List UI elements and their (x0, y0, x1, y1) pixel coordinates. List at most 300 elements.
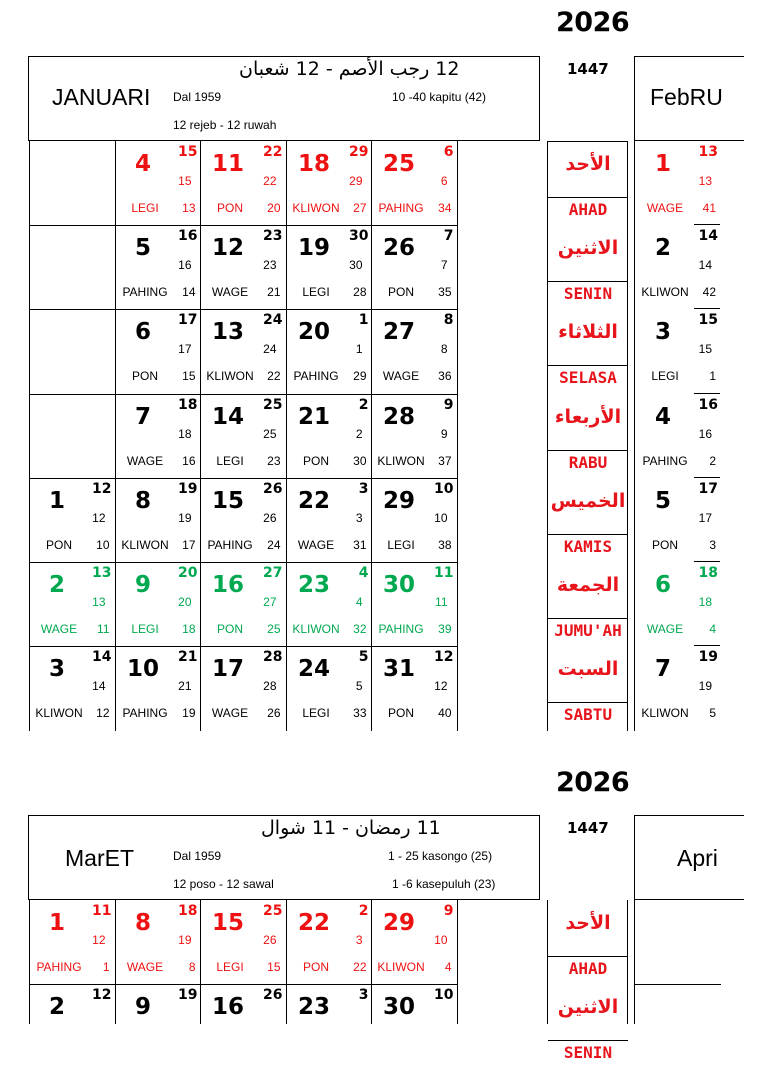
hijri-date-small: 24 (263, 342, 277, 357)
gregorian-date: 5 (134, 235, 151, 262)
hijri-date: 23 (263, 228, 283, 245)
hijri-date: 18 (178, 396, 198, 413)
javanese-day-number: 23 (267, 453, 281, 468)
hijri-date-small: 23 (263, 258, 277, 273)
hijri-date-small: 18 (698, 595, 712, 609)
pasaran-name: PAHING (642, 453, 688, 468)
hijri-date-small: 15 (178, 174, 192, 188)
grid-hline (548, 1040, 628, 1041)
gregorian-date: 8 (134, 487, 151, 514)
day-cell (200, 141, 286, 225)
hijri-date-small: 21 (178, 679, 192, 694)
day-cell (635, 562, 721, 646)
pasaran-name: KLIWON (377, 960, 425, 974)
grid-hline (29, 478, 457, 479)
javanese-day-number: 30 (353, 453, 367, 468)
day-cell (371, 309, 457, 393)
month-name: MarET (65, 845, 134, 871)
grid-vline (286, 141, 287, 731)
grid-vline (200, 141, 201, 731)
hijri-date-small: 6 (440, 174, 448, 188)
gregorian-date: 25 (382, 151, 415, 177)
weekday-latin: AHAD (568, 959, 608, 978)
day-cell (115, 900, 201, 984)
gregorian-date: 2 (654, 235, 671, 262)
grid-vline (286, 900, 287, 1024)
grid-vline (371, 141, 372, 731)
hijri-date-small: 10 (434, 933, 448, 947)
day-cell (286, 646, 372, 730)
gregorian-date: 28 (382, 403, 415, 430)
gregorian-date: 22 (297, 487, 330, 514)
grid-vline (634, 141, 635, 731)
hijri-date-small: 9 (440, 426, 448, 441)
month-header-march (28, 815, 540, 900)
grid-hline (694, 561, 720, 562)
month-name: JANUARI (52, 84, 151, 110)
hijri-date: 9 (443, 396, 454, 413)
grid-vline (547, 141, 548, 731)
gregorian-date: 4 (134, 151, 151, 177)
arabic-month-range: 12 رجب الأصم - 12 شعبان (239, 58, 460, 80)
month-header-january (28, 56, 540, 141)
javanese-day-number: 2 (709, 453, 716, 468)
day-cell (200, 394, 286, 478)
side-month-name: Apri (677, 845, 718, 871)
javanese-day-number: 4 (709, 622, 716, 636)
hijri-date: 6 (443, 144, 454, 160)
side-month-header-apr (634, 815, 744, 900)
grid-vline (371, 900, 372, 1024)
weekday-arabic: الاثنين (557, 237, 619, 260)
grid-hline (548, 197, 628, 198)
weekday-arabic: الأحد (565, 912, 611, 934)
hijri-date-small: 18 (178, 426, 192, 441)
javanese-day-number: 33 (353, 706, 367, 721)
pasaran-name: PAHING (293, 369, 339, 384)
day-cell (29, 562, 115, 646)
day-cell (115, 394, 201, 478)
javanese-day-number: 11 (97, 622, 110, 636)
hijri-date-small: 28 (263, 679, 277, 694)
grid-hline (694, 393, 720, 394)
gregorian-date: 13 (211, 319, 244, 346)
grid-hline (29, 394, 457, 395)
hijri-date-small: 3 (355, 510, 363, 525)
day-cell (200, 478, 286, 562)
day-cell (286, 562, 372, 646)
gregorian-date: 21 (297, 403, 330, 430)
day-cell (635, 394, 721, 478)
side-month-header-feb (634, 56, 744, 141)
hijri-date-small: 14 (698, 258, 712, 273)
pasaran-name: PAHING (122, 285, 168, 300)
day-cell (200, 309, 286, 393)
gregorian-date: 4 (654, 403, 671, 430)
wuku-range-1: 1 - 25 kasongo (25) (388, 849, 493, 863)
javanese-day-number: 40 (438, 706, 452, 721)
day-cell (635, 141, 721, 225)
hijri-date-small: 12 (434, 679, 448, 694)
hijri-year-2: 1447 (567, 819, 609, 837)
hijri-date: 17 (178, 312, 198, 329)
day-cell (286, 984, 372, 1068)
javanese-day-number: 16 (182, 453, 196, 468)
pasaran-name: PON (131, 369, 158, 384)
hijri-date: 12 (434, 649, 454, 666)
hijri-date: 12 (92, 987, 112, 1004)
javanese-day-number: 24 (267, 537, 281, 552)
hijri-date-small: 26 (263, 933, 277, 947)
weekday-latin: SENIN (563, 1043, 613, 1063)
gregorian-date: 7 (654, 656, 671, 683)
javanese-day-number: 19 (182, 706, 196, 721)
pasaran-name: LEGI (216, 960, 244, 974)
hijri-date: 2 (358, 396, 369, 413)
pasaran-name: WAGE (646, 201, 684, 215)
grid-hline (548, 450, 628, 451)
hijri-date: 11 (434, 565, 454, 581)
grid-hline (548, 281, 628, 282)
pasaran-name: KLIWON (292, 201, 340, 215)
hijri-date-small: 30 (349, 258, 363, 273)
pasaran-name: WAGE (126, 453, 164, 468)
gregorian-date: 23 (297, 994, 330, 1021)
hijri-date: 5 (358, 649, 369, 666)
weekday-arabic: الثلاثاء (558, 321, 618, 344)
weekday-arabic: السبت (557, 658, 619, 681)
hijri-date-small: 12 (92, 510, 106, 525)
weekday-arabic: الخميس (550, 489, 626, 512)
pasaran-name: PON (387, 285, 414, 300)
hijri-date-small: 13 (698, 174, 712, 188)
grid-hline (29, 984, 457, 985)
hijri-date: 26 (263, 987, 283, 1004)
gregorian-date: 15 (211, 487, 244, 514)
hijri-date: 19 (698, 649, 718, 666)
pasaran-name: PON (216, 622, 243, 636)
javanese-day-number: 15 (182, 369, 196, 384)
javanese-day-number: 3 (709, 537, 716, 552)
gregorian-date: 31 (382, 656, 415, 683)
gregorian-date: 12 (211, 235, 244, 262)
day-cell (286, 309, 372, 393)
weekday-latin: KAMIS (563, 536, 613, 556)
grid-hline (694, 224, 720, 225)
gregorian-date: 27 (382, 319, 415, 346)
javanese-day-number: 1 (709, 369, 716, 384)
gregorian-date: 16 (211, 572, 244, 598)
javanese-day-number: 10 (96, 537, 110, 552)
hijri-date: 17 (698, 480, 718, 497)
hijri-date: 30 (349, 228, 369, 245)
gregorian-date: 24 (297, 656, 330, 683)
hijri-date-small: 17 (698, 510, 712, 525)
hijri-date-small: 8 (440, 342, 448, 357)
hijri-date: 15 (178, 144, 198, 160)
gregorian-date: 11 (211, 151, 244, 177)
pasaran-name: PON (651, 537, 678, 552)
javanese-day-number: 25 (267, 622, 281, 636)
gregorian-date: 30 (382, 572, 415, 598)
pasaran-name: KLIWON (121, 537, 169, 552)
year-title-1: 2026 (556, 7, 630, 38)
hijri-date: 19 (178, 987, 198, 1004)
grid-vline (627, 141, 628, 731)
grid-hline (29, 562, 457, 563)
day-cell (115, 562, 201, 646)
gregorian-date: 16 (211, 994, 244, 1021)
pasaran-name: WAGE (211, 285, 249, 300)
dal-year: Dal 1959 (173, 90, 222, 104)
hijri-date: 24 (263, 312, 283, 329)
grid-hline (29, 309, 457, 310)
hijri-date-small: 2 (355, 426, 363, 441)
javanese-day-number: 18 (182, 622, 196, 636)
hijri-date: 21 (178, 649, 198, 666)
javanese-day-number: 4 (444, 960, 452, 974)
weekday-arabic: الجمعة (556, 574, 620, 596)
hijri-date-small: 16 (698, 426, 712, 441)
javanese-day-number: 41 (702, 201, 716, 215)
javanese-day-number: 36 (438, 369, 452, 384)
hijri-date-small: 19 (178, 510, 192, 525)
javanese-day-number: 42 (702, 285, 716, 300)
hijri-date: 28 (263, 649, 283, 666)
pasaran-name: KLIWON (206, 369, 254, 384)
day-cell (286, 394, 372, 478)
dal-year: Dal 1959 (173, 849, 222, 863)
hijri-date: 4 (358, 565, 369, 581)
javanese-month-range: 12 rejeb - 12 ruwah (173, 118, 277, 132)
wuku-range: 10 -40 kapitu (42) (392, 90, 487, 104)
hijri-date-small: 14 (92, 679, 106, 694)
pasaran-name: LEGI (131, 622, 159, 636)
gregorian-date: 19 (297, 235, 330, 262)
gregorian-date: 3 (48, 656, 65, 683)
gregorian-date: 17 (211, 656, 244, 683)
hijri-date: 12 (92, 480, 112, 497)
hijri-date-small: 10 (434, 510, 448, 525)
gregorian-date: 5 (654, 487, 671, 514)
javanese-day-number: 32 (353, 622, 367, 636)
hijri-date-small: 12 (92, 933, 106, 947)
gregorian-date: 9 (134, 994, 151, 1021)
pasaran-name: WAGE (40, 622, 78, 636)
hijri-date-small: 11 (435, 595, 448, 609)
gregorian-date: 14 (211, 403, 244, 430)
day-cell (115, 225, 201, 309)
weekday-latin: SELASA (559, 368, 617, 388)
hijri-date: 25 (263, 396, 283, 413)
hijri-date-small: 25 (263, 426, 277, 441)
day-cell (200, 900, 286, 984)
javanese-day-number: 28 (353, 285, 367, 300)
pasaran-name: KLIWON (377, 453, 425, 468)
javanese-day-number: 38 (438, 537, 452, 552)
hijri-date-small: 15 (698, 342, 712, 357)
hijri-date: 8 (443, 312, 454, 329)
day-cell (635, 478, 721, 562)
day-cell (29, 900, 115, 984)
gregorian-date: 2 (48, 994, 65, 1021)
hijri-date: 9 (443, 903, 454, 919)
hijri-date-small: 17 (178, 342, 192, 357)
gregorian-date: 15 (211, 910, 244, 936)
gregorian-date: 29 (382, 487, 415, 514)
gregorian-date: 7 (134, 403, 151, 430)
hijri-date: 14 (698, 228, 718, 245)
hijri-date-small: 20 (178, 595, 192, 609)
hijri-date: 26 (263, 480, 283, 497)
gregorian-date: 1 (48, 487, 65, 514)
javanese-month-range: 12 poso - 12 sawal (173, 877, 274, 891)
weekday-latin: RABU (568, 452, 608, 472)
grid-vline (29, 900, 30, 1024)
grid-vline (457, 141, 458, 731)
day-cell (286, 141, 372, 225)
grid-hline (548, 141, 628, 142)
pasaran-name: LEGI (216, 453, 244, 468)
grid-hline (694, 645, 720, 646)
hijri-date: 10 (434, 480, 454, 497)
day-cell (286, 900, 372, 984)
hijri-date-small: 19 (698, 679, 712, 694)
pasaran-name: WAGE (382, 369, 420, 384)
hijri-date: 10 (434, 987, 454, 1004)
pasaran-name: KLIWON (35, 706, 83, 721)
pasaran-name: PAHING (207, 537, 253, 552)
javanese-day-number: 29 (353, 369, 367, 384)
day-cell (115, 478, 201, 562)
gregorian-date: 29 (382, 910, 415, 936)
gregorian-date: 6 (654, 572, 671, 598)
day-cell (115, 309, 201, 393)
grid-hline (29, 225, 457, 226)
day-cell (371, 900, 457, 984)
arabic-month-range: 11 رمضان - 11 شوال (261, 817, 441, 839)
pasaran-name: LEGI (387, 537, 415, 552)
grid-vline (457, 900, 458, 1024)
day-cell (371, 646, 457, 730)
grid-vline (115, 141, 116, 731)
pasaran-name: LEGI (131, 201, 159, 215)
hijri-date: 20 (178, 565, 198, 581)
hijri-date-small: 4 (355, 595, 363, 609)
grid-vline (29, 141, 30, 731)
hijri-date: 29 (349, 144, 369, 160)
javanese-day-number: 34 (438, 201, 452, 215)
javanese-day-number: 12 (96, 706, 110, 721)
weekday-latin: AHAD (568, 200, 608, 219)
hijri-date-small: 22 (263, 174, 277, 188)
day-cell (371, 562, 457, 646)
javanese-day-number: 22 (267, 369, 281, 384)
day-cell (371, 141, 457, 225)
javanese-day-number: 31 (353, 537, 367, 552)
grid-hline (548, 534, 628, 535)
javanese-day-number: 8 (188, 960, 196, 974)
hijri-date: 14 (92, 649, 112, 666)
weekday-latin: SABTU (563, 705, 613, 725)
hijri-date: 27 (263, 565, 283, 581)
gregorian-date: 8 (134, 910, 151, 936)
pasaran-name: PON (45, 537, 72, 552)
hijri-date-small: 16 (178, 258, 192, 273)
weekday-arabic: الأربعاء (554, 405, 622, 428)
day-cell (200, 984, 286, 1068)
grid-hline (548, 702, 628, 703)
hijri-date: 1 (358, 312, 369, 329)
hijri-date-small: 27 (263, 595, 277, 609)
weekday-arabic: الأحد (565, 153, 611, 175)
hijri-date-small: 26 (263, 510, 277, 525)
grid-hline (548, 618, 628, 619)
day-cell (29, 646, 115, 730)
hijri-date: 3 (358, 480, 369, 497)
hijri-date: 3 (358, 987, 369, 1004)
javanese-day-number: 14 (182, 285, 196, 300)
pasaran-name: WAGE (126, 960, 164, 974)
pasaran-name: KLIWON (292, 622, 340, 636)
hijri-date: 16 (178, 228, 198, 245)
grid-hline (29, 646, 457, 647)
hijri-date: 18 (178, 903, 198, 919)
pasaran-name: LEGI (302, 706, 330, 721)
javanese-day-number: 17 (182, 537, 196, 552)
hijri-date: 13 (698, 144, 718, 160)
gregorian-date: 23 (297, 572, 330, 598)
gregorian-date: 26 (382, 235, 415, 262)
hijri-year-1: 1447 (567, 60, 609, 78)
gregorian-date: 18 (297, 151, 330, 177)
wuku-range-2: 1 -6 kasepuluh (23) (392, 877, 496, 891)
pasaran-name: PON (216, 201, 243, 215)
gregorian-date: 30 (382, 994, 415, 1021)
pasaran-name: WAGE (211, 706, 249, 721)
grid-hline (694, 477, 720, 478)
pasaran-name: LEGI (302, 285, 330, 300)
day-cell (371, 478, 457, 562)
day-cell (635, 225, 721, 309)
javanese-day-number: 21 (267, 285, 281, 300)
javanese-day-number: 5 (709, 706, 716, 721)
hijri-date: 7 (443, 228, 454, 245)
hijri-date: 2 (358, 903, 369, 919)
hijri-date-small: 3 (355, 933, 363, 947)
javanese-day-number: 22 (353, 960, 367, 974)
pasaran-name: WAGE (297, 537, 335, 552)
day-cell (29, 984, 115, 1068)
hijri-date: 25 (263, 903, 283, 919)
hijri-date: 16 (698, 396, 718, 413)
gregorian-date: 10 (126, 656, 159, 683)
weekday-latin: SENIN (563, 284, 613, 304)
pasaran-name: PAHING (378, 201, 424, 215)
grid-vline (115, 900, 116, 1024)
year-title-2: 2026 (556, 767, 630, 798)
pasaran-name: LEGI (651, 369, 679, 384)
pasaran-name: PON (302, 960, 329, 974)
javanese-day-number: 37 (438, 453, 452, 468)
day-cell (371, 225, 457, 309)
hijri-date-small: 1 (355, 342, 363, 357)
gregorian-date: 22 (297, 910, 330, 936)
gregorian-date: 6 (134, 319, 151, 346)
day-cell (371, 394, 457, 478)
weekday-latin: JUMU'AH (554, 621, 622, 640)
pasaran-name: PAHING (36, 960, 82, 974)
